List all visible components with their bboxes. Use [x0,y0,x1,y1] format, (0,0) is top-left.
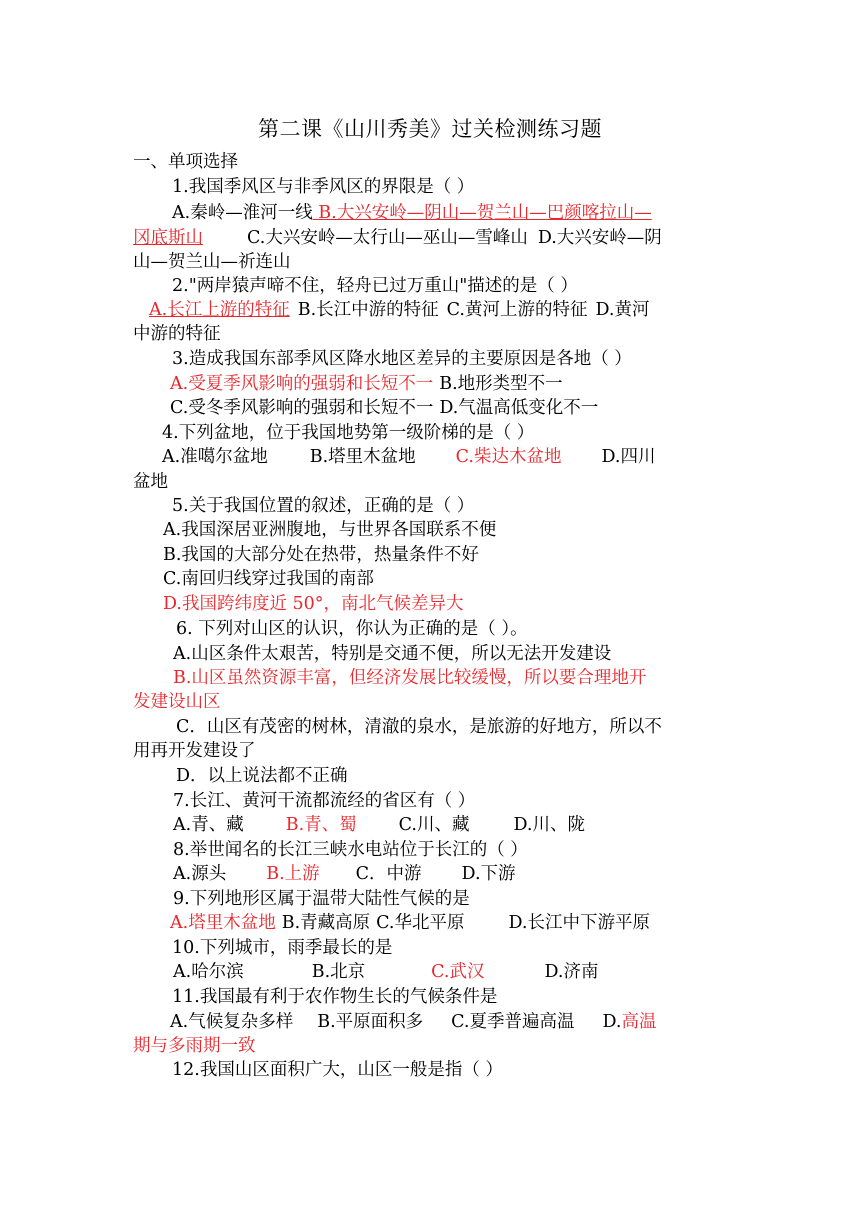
q3-option-c: C.受冬季风影响的强弱和长短不一 [170,398,434,418]
q5-option-c: C.南回归线穿过我国的南部 [163,569,374,589]
question-11-options [170,1010,656,1034]
question-6-stem: 6. 下列对山区的认识，你认为正确的是（ ）。 [176,619,528,639]
q4-option-c-answer: C.柴达木盆地 [455,447,562,467]
page-title: 第二课《山川秀美》过关检测练习题 [258,117,602,141]
question-3-stem: 3.造成我国东部季风区降水地区差异的主要原因是各地（ ） [172,349,632,369]
q11-option-c: C.夏季普遍高温 [451,1012,575,1032]
question-1-options-line3: 山—贺兰山—祈连山 [133,252,291,272]
q9-option-d: D.长江中下游平原 [508,913,650,933]
question-8-stem: 8.举世闻名的长江三峡水电站位于长江的（ ） [173,840,528,860]
question-3-options-line1 [170,372,563,396]
q5-option-a: A.我国深居亚洲腹地，与世界各国联系不便 [163,520,497,540]
q8-option-c: C．中游 [355,864,422,884]
q1-option-b-answer-cont: 冈底斯山 [133,228,203,248]
q4-option-d: D.四川 [601,447,656,467]
question-10-stem: 10.下列城市，雨季最长的是 [172,938,393,958]
q10-option-c-answer: C.武汉 [431,962,485,982]
q11-option-d-answer-cont: 期与多雨期一致 [133,1036,256,1056]
q11-option-b: B.平原面积多 [317,1012,424,1032]
question-2-options-line2: 中游的特征 [133,324,221,344]
question-12-stem: 12.我国山区面积广大，山区一般是指（ ） [172,1060,503,1080]
question-9-options [170,911,650,935]
q2-option-d: D.黄河 [595,300,650,320]
q4-option-a: A.准噶尔盆地 [162,447,268,467]
q4-option-b: B.塔里木盆地 [309,447,416,467]
question-11-stem: 11.我国最有利于农作物生长的气候条件是 [172,987,498,1007]
q6-option-d: D．以上说法都不正确 [176,766,348,786]
question-2-stem: 2."两岸猿声啼不住，轻舟已过万重山"描述的是（ ） [172,276,578,296]
question-4-options-line1 [162,445,655,469]
q7-option-c: C.川、藏 [398,815,470,835]
question-7-options [173,813,585,837]
section-heading: 一、单项选择 [133,152,238,172]
q1-option-b-answer: B.大兴安岭—阴山—贺兰山—巴颜喀拉山— [312,203,652,223]
q3-option-a-answer: A.受夏季风影响的强弱和长短不一 [170,374,434,394]
q11-option-a: A.气候复杂多样 [170,1012,294,1032]
question-1-options-line2 [133,226,662,250]
q11-option-d-label: D. [602,1012,622,1032]
question-4-stem: 4.下列盆地，位于我国地势第一级阶梯的是（ ） [162,423,535,443]
q1-option-d: D.大兴安岭—阴 [537,228,662,248]
q2-option-b: B.长江中游的特征 [297,300,439,320]
question-5-stem: 5.关于我国位置的叙述，正确的是（ ） [172,496,475,516]
q6-option-b-answer: B.山区虽然资源丰富，但经济发展比较缓慢，所以要合理地开 [173,668,647,688]
q9-option-c: C.华北平原 [376,913,465,933]
q3-option-d: D.气温高低变化不一 [439,398,599,418]
q8-option-b-answer: B.上游 [266,864,320,884]
q9-option-a-answer: A.塔里木盆地 [170,913,276,933]
q9-option-b: B.青藏高原 [281,913,371,933]
q6-option-c: C．山区有茂密的树林，清澈的泉水，是旅游的好地方，所以不 [176,717,662,737]
q5-option-b: B.我国的大部分处在热带，热量条件不好 [163,545,479,565]
q2-option-a-answer: A.长江上游的特征 [149,300,290,320]
q11-option-d-answer: 高温 [621,1012,657,1032]
q6-option-a: A.山区条件太艰苦，特别是交通不便，所以无法开发建设 [173,644,612,664]
question-1-options-line1 [172,201,652,225]
q6-option-c-cont: 用再开发建设了 [133,741,256,761]
q8-option-a: A.源头 [173,864,227,884]
q5-option-d-answer: D.我国跨纬度近 50°，南北气候差异大 [163,594,464,614]
question-2-options-line1 [149,298,649,322]
question-10-options [173,960,598,984]
q6-option-b-answer-cont: 发建设山区 [133,692,221,712]
question-3-options-line2 [170,396,598,420]
q10-option-d: D.济南 [544,962,599,982]
q7-option-a: A.青、藏 [173,815,244,835]
q1-option-c: C.大兴安岭—太行山—巫山—雪峰山 [247,228,528,248]
q8-option-d: D.下游 [461,864,516,884]
question-7-stem: 7.长江、黄河干流都流经的省区有（ ） [173,791,476,811]
question-8-options [173,862,516,886]
q2-option-c: C.黄河上游的特征 [446,300,588,320]
q10-option-a: A.哈尔滨 [173,962,244,982]
q7-option-d: D.川、陇 [513,815,585,835]
q10-option-b: B.北京 [311,962,366,982]
q3-option-b: B.地形类型不一 [439,374,563,394]
question-4-options-line2: 盆地 [133,472,168,492]
question-9-stem: 9.下列地形区属于温带大陆性气候的是 [173,889,470,909]
q1-option-a: A.秦岭—淮河一线 [172,203,313,223]
question-1-stem: 1.我国季风区与非季风区的界限是（ ） [172,177,475,197]
q7-option-b-answer: B.青、蜀 [285,815,357,835]
